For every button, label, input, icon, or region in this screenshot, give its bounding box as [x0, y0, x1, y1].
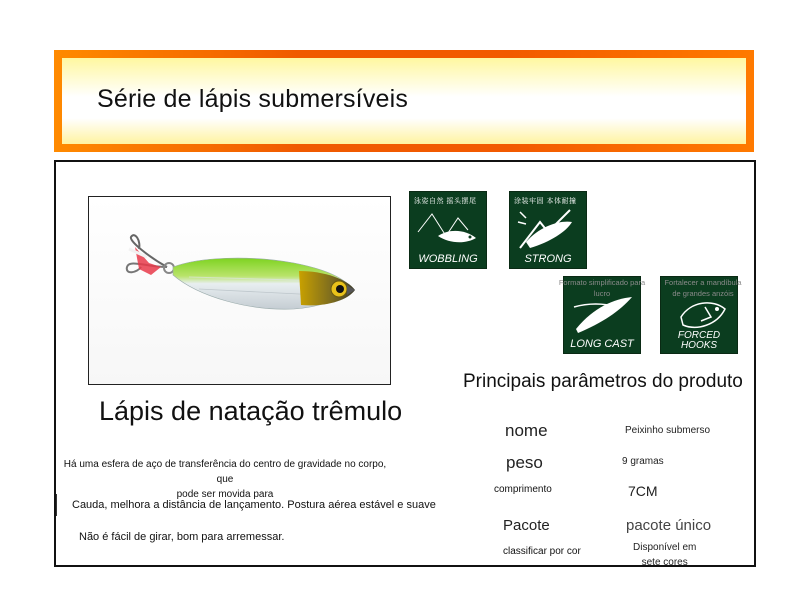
banner-title: Série de lápis submersíveis: [97, 85, 409, 113]
description-line-4: Não é fácil de girar, bom para arremessar.: [79, 531, 285, 543]
badge-forced-hooks-label-1: FORCED: [677, 330, 721, 341]
product-subtitle: Lápis de natação trêmulo: [99, 396, 403, 426]
badge-strong-label: STRONG: [524, 253, 572, 265]
param-value-length: 7CM: [628, 483, 658, 499]
param-value-color-2: sete cores: [641, 557, 688, 568]
param-value-weight: 9 gramas: [622, 456, 664, 467]
lure-illustration: [89, 197, 390, 384]
badge-forced-hooks-label: [661, 331, 737, 351]
param-value-name: Peixinho submerso: [625, 425, 711, 436]
description-line-3: Cauda, ​​melhora a distância de lançamento. Postura aérea estável e suave: [72, 499, 436, 511]
product-description-1: [60, 457, 390, 502]
badge-wobbling: [409, 191, 487, 269]
badge-forced-hooks-note: [658, 277, 748, 299]
description-line-2: pode ser movida para: [176, 489, 274, 500]
param-key-length: comprimento: [494, 484, 552, 495]
badge-long-cast-label: LONG CAST: [570, 338, 634, 350]
param-value-color-1: Disponível em: [633, 542, 697, 553]
badge-wobbling-label: WOBBLING: [418, 253, 478, 265]
param-key-weight: peso: [506, 453, 543, 472]
badge-forced-hooks-note-2: de grandes anzóis: [672, 289, 734, 298]
badge-forced-hooks-label-2: HOOKS: [680, 340, 718, 351]
badge-forced-hooks-note-1: Fortalecer a mandíbula: [664, 278, 742, 287]
description-line-1: Há uma esfera de aço de transferência do centro de gravidade no corpo, que: [63, 459, 387, 485]
badge-strong-caption: 涂装牢固 本体耐撞: [514, 198, 577, 205]
badge-long-cast-note-2: lucro: [593, 289, 611, 298]
badge-long-cast-note-1: Formato simplificado para: [558, 278, 646, 287]
param-value-package: pacote único: [626, 517, 712, 534]
badge-long-cast-note: [558, 277, 646, 299]
badge-wobbling-caption: 泳姿自然 摇头摆尾: [414, 198, 477, 205]
params-title: Principais parâmetros do produto: [463, 371, 743, 392]
param-value-color: [633, 540, 696, 570]
divider: [56, 494, 57, 516]
param-key-package: Pacote: [503, 517, 550, 534]
badge-strong: [509, 191, 587, 269]
lure-photo: [88, 196, 391, 385]
param-key-name: nome: [505, 421, 548, 440]
param-key-color: classificar por cor: [503, 546, 581, 557]
